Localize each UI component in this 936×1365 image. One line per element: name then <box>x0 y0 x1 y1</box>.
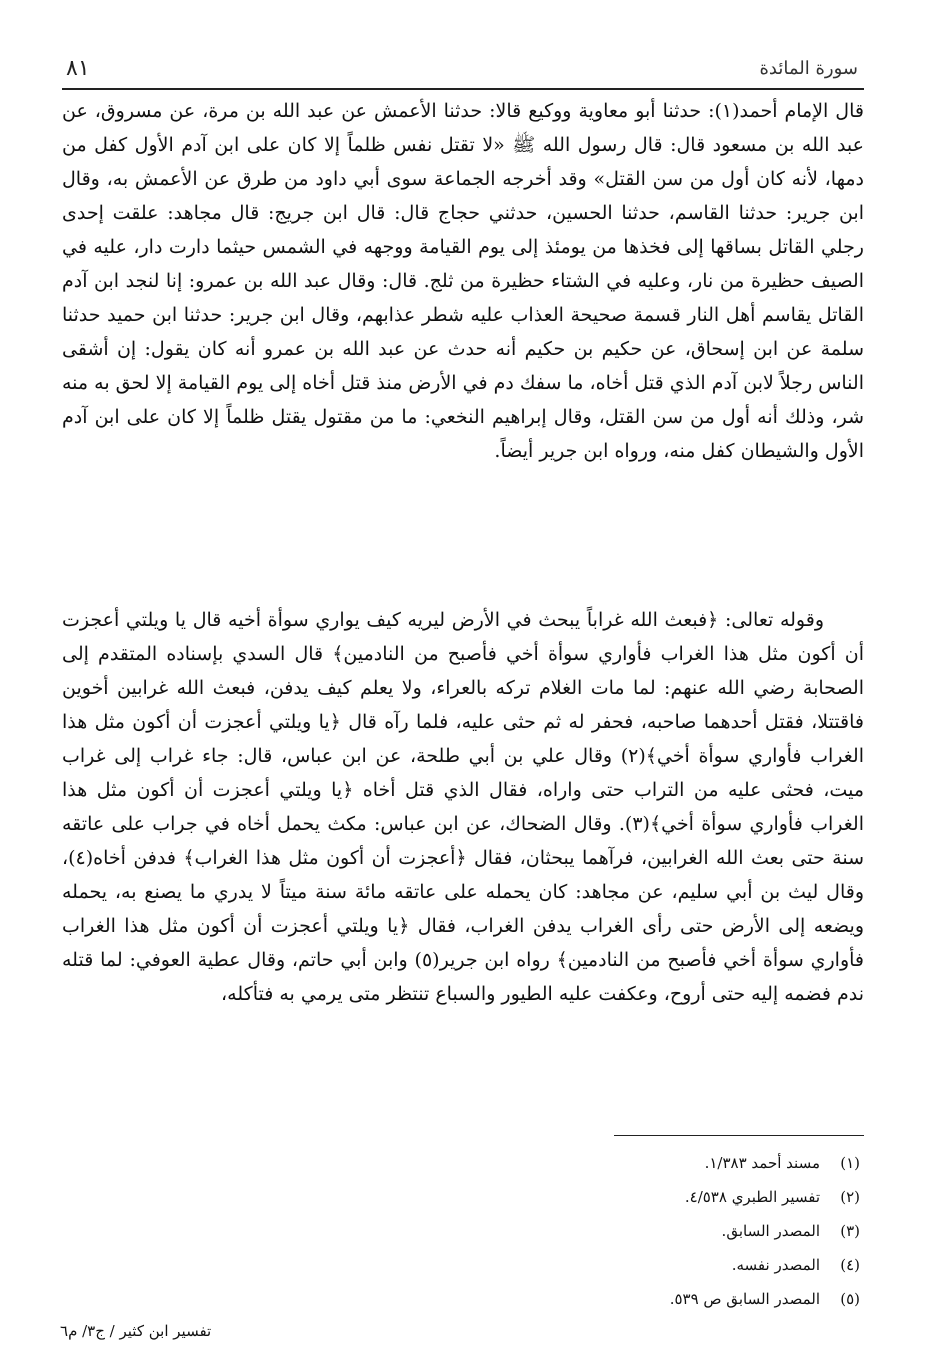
footnote-item <box>300 1253 860 1281</box>
footnote-separator <box>614 1135 864 1136</box>
footnote-number: (١) <box>840 1154 860 1172</box>
footnote-item <box>300 1287 860 1315</box>
footnote-number: (٥) <box>840 1290 860 1308</box>
footnote-text: المصدر نفسه. <box>731 1256 820 1274</box>
footnote-item <box>300 1151 860 1179</box>
header-rule <box>62 88 864 90</box>
page-header <box>66 56 862 84</box>
footnote-text: المصدر السابق. <box>721 1222 820 1240</box>
body-paragraph-2: وقوله تعالى: ﴿فبعث الله غراباً يبحث في الأرض ليريه كيف يواري سوأة أخيه قال يا ويلتي أعجزت أن أكون مثل هذا الغراب فأواري سوأة أخي فأصبح من النادمين﴾ قال السدي بإسناده المتقدم إلى الصحابة رضي الله عنهم: لما مات الغلام تركه بالعراء، ولا يعلم كيف يدفن، فبعث الله غرابين أخوين فاقتتلا، فقتل أحدهما صاحبه، فحفر له ثم حثى عليه، فلما رآه قال ﴿يا ويلتي أعجزت أن أكون مثل هذا الغراب فأواري سوأة أخي﴾(٢) وقال علي بن أبي طلحة، عن ابن عباس، قال: جاء غراب إلى غراب ميت، فحثى عليه من التراب حتى واراه، فقال الذي قتل أخاه ﴿يا ويلتي أعجزت أن أكون مثل هذا الغراب فأواري سوأة أخي﴾(٣). وقال الضحاك، عن ابن عباس: مكث يحمل أخاه في جراب على عاتقه سنة حتى بعث الله الغرابين، فرآهما يبحثان، فقال ﴿أعجزت أن أكون مثل هذا الغراب﴾ فدفن أخاه(٤)، وقال ليث بن أبي سليم، عن مجاهد: كان يحمله على عاتقه مائة سنة ميتاً لا يدري ما يصنع به، يحمله ويضعه إلى الأرض حتى رأى الغراب يدفن الغراب، فقال ﴿يا ويلتي أعجزت أن أكون مثل هذا الغراب فأواري سوأة أخي فأصبح من النادمين﴾ رواه ابن جرير(٥) وابن أبي حاتم، وقال عطية العوفي: لما قتله ندم فضمه إليه حتى أروح، وعكفت عليه الطيور والسباع تنتظر متى يرمي به فتأكله، <box>62 609 865 1005</box>
footnote-number: (٢) <box>840 1188 860 1206</box>
footnote-item <box>300 1219 860 1247</box>
footnote-number: (٣) <box>840 1222 860 1240</box>
footnote-text: تفسير الطبري ٤/٥٣٨. <box>684 1188 820 1206</box>
surah-title: سورة المائدة <box>759 58 858 79</box>
footnote-number: (٤) <box>840 1256 860 1274</box>
footnotes-list <box>300 1151 860 1321</box>
page-number: ٨١ <box>66 56 90 81</box>
footnote-text: المصدر السابق ص ٥٣٩. <box>669 1290 820 1308</box>
footnote-item <box>300 1185 860 1213</box>
footnote-text: مسند أحمد ١/٣٨٣. <box>704 1154 820 1172</box>
page-signature: تفسير ابن كثير / ج٣/ م٦ <box>60 1322 212 1340</box>
body-paragraph-1: قال الإمام أحمد(١): حدثنا أبو معاوية ووكيع قالا: حدثنا الأعمش عن عبد الله بن مرة، عن مسروق، عن عبد الله بن مسعود قال: قال رسول الله ﷺ «لا تقتل نفس ظلماً إلا كان على ابن آدم الأول كفل من دمها، لأنه كان أول من سن القتل» وقد أخرجه الجماعة سوى أبي داود من طرق عن الأعمش به، وقال ابن جرير: حدثنا القاسم، حدثنا الحسين، حدثني حجاج قال: قال ابن جريج: قال مجاهد: علقت إحدى رجلي القاتل بساقها إلى فخذها من يومئذ إلى يوم القيامة ووجهه في الشمس حيثما دارت دار، عليه في الصيف حظيرة من نار، وعليه في الشتاء حظيرة من ثلج. قال: وقال عبد الله بن عمرو: إنا لنجد ابن آدم القاتل يقاسم أهل النار قسمة صحيحة العذاب عليه شطر عذابهم، وقال ابن جرير: حدثنا ابن حميد حدثنا سلمة عن ابن إسحاق، عن حكيم بن حكيم أنه حدث عن عبد الله بن عمرو أنه كان يقول: إن أشقى الناس رجلاً لابن آدم الذي قتل أخاه، ما سفك دم في الأرض منذ قتل أخاه إلى يوم القيامة إلا لحق به منه شر، وذلك أنه أول من سن القتل، وقال إبراهيم النخعي: ما من مقتول يقتل ظلماً إلا كان على ابن آدم الأول والشيطان كفل منه، ورواه ابن جرير أيضاً. <box>62 100 864 462</box>
